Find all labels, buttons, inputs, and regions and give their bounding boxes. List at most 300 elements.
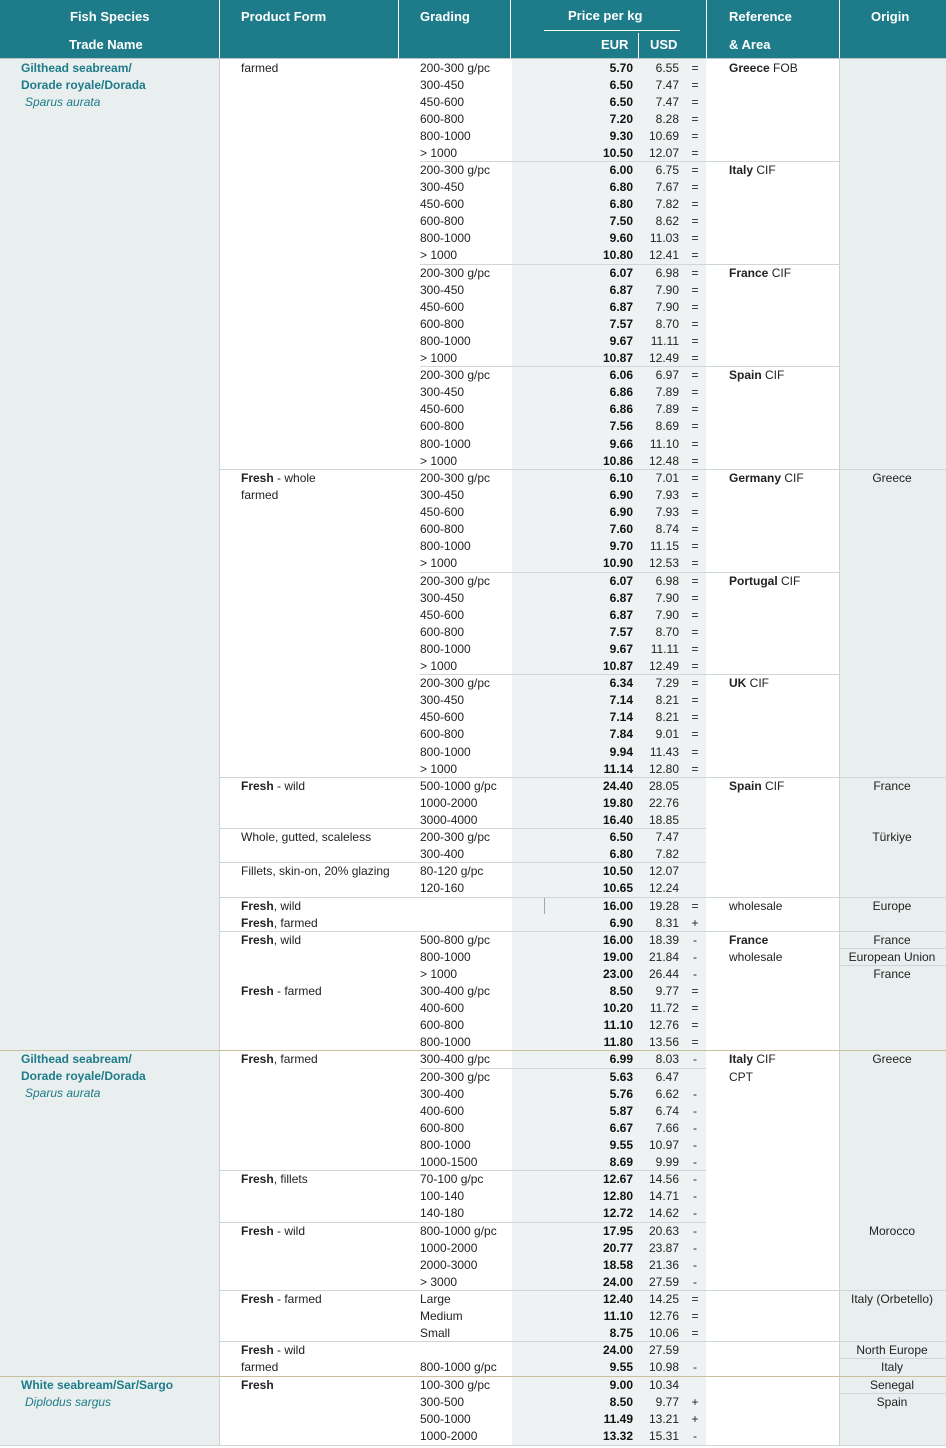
grading-cell: 800-1000 — [420, 1138, 471, 1152]
price-usd-cell: 11.15 — [649, 539, 679, 553]
trend-cell: = — [691, 625, 699, 639]
product-form-cell-text: , wild — [273, 933, 302, 947]
price-eur-cell: 24.00 — [602, 1275, 633, 1289]
price-eur-cell: 8.75 — [609, 1326, 633, 1340]
grading-cell: 600-800 — [420, 625, 465, 639]
grading-cell: 800-1000 — [420, 129, 471, 143]
price-usd-cell: 27.59 — [648, 1275, 679, 1289]
grading-cell: 70-100 g/pc — [420, 1172, 484, 1186]
grading-cell: 800-1000 — [420, 642, 471, 656]
price-usd-cell: 13.21 — [648, 1412, 679, 1426]
grading-cell: 200-300 g/pc — [420, 266, 491, 280]
price-usd-cell: 11.43 — [649, 745, 679, 759]
grading-cell: 1000-2000 — [420, 796, 478, 810]
origin-cell: France — [873, 933, 911, 947]
price-eur-cell: 11.14 — [603, 762, 633, 776]
species-scientific-name: Diplodus sargus — [25, 1395, 112, 1409]
grading-cell: 450-600 — [420, 402, 465, 416]
grading-cell: 600-800 — [420, 317, 465, 331]
row-separator — [0, 58, 946, 59]
reference-cell — [729, 265, 791, 281]
grading-cell: 600-800 — [420, 522, 465, 536]
price-usd-cell: 8.03 — [655, 1052, 679, 1066]
price-usd-cell: 11.10 — [649, 437, 679, 451]
price-usd-cell: 12.24 — [648, 881, 679, 895]
trend-cell: - — [693, 1138, 697, 1152]
product-form-cell-text: - wild — [273, 779, 306, 793]
trend-cell: = — [691, 368, 699, 382]
grading-cell: > 1000 — [420, 762, 458, 776]
price-eur-cell: 9.30 — [609, 129, 633, 143]
price-eur-cell: 6.87 — [609, 608, 633, 622]
reference-cell-bold: Spain — [729, 779, 762, 793]
grading-cell: 450-600 — [420, 95, 465, 109]
reference-cell — [729, 162, 776, 178]
price-usd-cell: 23.87 — [648, 1241, 679, 1255]
grading-cell: 800-1000 — [420, 1035, 471, 1049]
trend-cell: = — [691, 659, 699, 673]
price-eur-cell: 9.67 — [609, 642, 633, 656]
grading-cell: 200-300 g/pc — [420, 61, 491, 75]
price-eur-cell: 6.07 — [609, 574, 633, 588]
price-usd-cell: 10.98 — [648, 1360, 679, 1374]
price-usd-cell: 6.97 — [655, 368, 679, 382]
reference-cell-text: FOB — [769, 61, 798, 75]
grading-cell: 100-300 g/pc — [420, 1378, 491, 1392]
species-scientific-name: Sparus aurata — [25, 1086, 101, 1100]
price-eur-cell: 6.99 — [609, 1052, 633, 1066]
price-eur-cell: 10.65 — [602, 881, 633, 895]
price-eur-cell: 9.55 — [609, 1360, 633, 1374]
grading-cell: 450-600 — [420, 300, 465, 314]
trend-cell: - — [693, 1052, 697, 1066]
product-form-cell-text: Fillets, skin-on, 20% glazing — [241, 864, 390, 878]
trend-cell: - — [693, 1172, 697, 1186]
product-form-cell — [241, 829, 371, 845]
price-usd-cell: 8.21 — [655, 710, 679, 724]
price-eur-cell: 24.40 — [602, 779, 633, 793]
reference-cell-text: CIF — [746, 676, 770, 690]
trend-cell: = — [691, 317, 699, 331]
reference-cell-bold: UK — [729, 676, 747, 690]
grading-cell: 200-300 g/pc — [420, 574, 491, 588]
price-usd-cell: 7.47 — [655, 830, 679, 844]
grading-cell: 800-1000 — [420, 950, 471, 964]
price-eur-cell: 24.00 — [602, 1343, 633, 1357]
product-form-cell-text: farmed — [241, 488, 279, 502]
grading-cell: 200-300 g/pc — [420, 676, 491, 690]
product-form-cell — [241, 778, 305, 794]
price-eur-cell: 6.07 — [609, 266, 633, 280]
reference-cell-bold: Germany — [729, 471, 782, 485]
trend-cell: = — [691, 163, 699, 177]
grading-cell: 300-450 — [420, 283, 465, 297]
price-usd-cell: 7.67 — [655, 180, 679, 194]
product-form-cell-text: , farmed — [273, 1052, 318, 1066]
price-eur-cell: 6.00 — [609, 163, 633, 177]
price-eur-cell: 12.67 — [602, 1172, 633, 1186]
grading-cell: 400-600 — [420, 1104, 465, 1118]
price-eur-cell: 10.50 — [602, 146, 633, 160]
price-eur-cell: 10.20 — [602, 1001, 633, 1015]
header-grading: Grading — [420, 9, 470, 24]
reference-cell-text: CIF — [777, 574, 801, 588]
reference-cell-text: CIF — [761, 368, 785, 382]
product-form-cell — [241, 863, 390, 879]
price-usd-cell: 22.76 — [648, 796, 679, 810]
trend-cell: = — [691, 727, 699, 741]
reference-cell-bold: Greece — [729, 61, 770, 75]
grading-cell: 300-450 — [420, 591, 465, 605]
price-usd-cell: 8.69 — [655, 419, 679, 433]
trend-cell: - — [693, 950, 697, 964]
price-usd-cell: 7.89 — [655, 402, 679, 416]
trend-cell: = — [691, 95, 699, 109]
price-usd-cell: 12.41 — [648, 248, 679, 262]
price-usd-cell: 11.03 — [649, 231, 679, 245]
price-eur-cell: 6.10 — [609, 471, 633, 485]
trend-cell: = — [691, 574, 699, 588]
price-eur-cell: 9.55 — [609, 1138, 633, 1152]
grading-cell: 200-300 g/pc — [420, 1070, 491, 1084]
product-form-cell — [241, 932, 301, 948]
row-separator — [0, 1445, 946, 1446]
grading-cell: 80-120 g/pc — [420, 864, 484, 878]
reference-cell-bold: Italy — [729, 1052, 754, 1066]
price-usd-cell: 21.84 — [648, 950, 679, 964]
trend-cell: = — [691, 419, 699, 433]
trend-cell: + — [691, 1395, 699, 1409]
price-eur-cell: 19.00 — [602, 950, 633, 964]
price-usd-cell: 20.63 — [648, 1224, 679, 1238]
trend-cell: = — [691, 984, 699, 998]
product-form-cell-text: Whole, gutted, scaleless — [241, 830, 372, 844]
trend-cell: - — [693, 1241, 697, 1255]
grading-cell: > 3000 — [420, 1275, 458, 1289]
price-eur-cell: 6.87 — [609, 283, 633, 297]
price-eur-cell: 8.50 — [609, 984, 633, 998]
grading-cell: > 1000 — [420, 659, 458, 673]
grading-cell: 450-600 — [420, 608, 465, 622]
trend-cell: + — [691, 916, 699, 930]
species-trade-name: Gilthead seabream/ — [21, 1052, 132, 1066]
trend-cell: = — [691, 112, 699, 126]
reference-cell — [729, 778, 784, 794]
price-usd-cell: 6.47 — [655, 1070, 679, 1084]
product-form-cell-text: - wild — [273, 1343, 306, 1357]
price-eur-cell: 5.87 — [609, 1104, 633, 1118]
price-usd-cell: 10.69 — [648, 129, 679, 143]
grading-cell: 300-450 — [420, 488, 465, 502]
origin-cell: Greece — [872, 1052, 912, 1066]
grading-cell: 300-450 — [420, 78, 465, 92]
price-eur-cell: 16.40 — [602, 813, 633, 827]
grading-cell: 300-500 — [420, 1395, 465, 1409]
product-form-cell-text: - whole — [273, 471, 316, 485]
product-form-cell-bold: Fresh — [241, 916, 274, 930]
grading-cell: 600-800 — [420, 1018, 465, 1032]
price-usd-cell: 8.70 — [655, 317, 679, 331]
trend-cell: = — [691, 505, 699, 519]
price-eur-cell: 7.20 — [609, 112, 633, 126]
product-form-cell — [241, 487, 278, 503]
grading-cell: > 1000 — [420, 351, 458, 365]
price-eur-cell: 10.90 — [602, 556, 633, 570]
trend-cell: = — [691, 78, 699, 92]
origin-cell: France — [873, 967, 911, 981]
grading-cell: 300-450 — [420, 385, 465, 399]
price-usd-cell: 7.90 — [655, 283, 679, 297]
trend-cell: - — [693, 1121, 697, 1135]
price-eur-cell: 12.72 — [602, 1206, 633, 1220]
origin-cell: France — [873, 779, 911, 793]
price-eur-cell: 10.87 — [602, 659, 633, 673]
price-eur-cell: 6.86 — [609, 402, 633, 416]
grading-cell: 300-450 — [420, 180, 465, 194]
trend-cell: - — [693, 1224, 697, 1238]
grading-cell: 300-400 g/pc — [420, 984, 491, 998]
trend-cell: = — [691, 454, 699, 468]
product-form-cell-bold: Fresh — [241, 933, 274, 947]
product-form-cell — [241, 1051, 318, 1067]
reference-cell-text: CIF — [781, 471, 804, 485]
trend-cell: = — [691, 351, 699, 365]
reference-cell-bold: France — [729, 266, 769, 280]
price-usd-cell: 7.93 — [655, 505, 679, 519]
price-eur-cell: 10.80 — [602, 248, 633, 262]
product-form-cell-text: , fillets — [273, 1172, 308, 1186]
trend-cell: = — [691, 1309, 699, 1323]
grading-cell: 800-1000 g/pc — [420, 1224, 497, 1238]
trend-cell: - — [693, 1360, 697, 1374]
reference-cell — [729, 60, 798, 76]
trend-cell: - — [693, 933, 697, 947]
product-form-cell — [241, 915, 318, 931]
reference-cell — [729, 470, 804, 486]
price-usd-cell: 7.47 — [655, 95, 679, 109]
product-form-cell-bold: Fresh — [241, 899, 274, 913]
price-eur-cell: 6.50 — [609, 95, 633, 109]
product-form-cell-text: - wild — [273, 1224, 306, 1238]
price-eur-cell: 6.90 — [609, 505, 633, 519]
trend-cell: = — [691, 197, 699, 211]
reference-cell — [729, 1051, 776, 1067]
product-form-cell-bold: Fresh — [241, 779, 274, 793]
price-usd-cell: 12.76 — [648, 1018, 679, 1032]
trend-cell: = — [691, 1326, 699, 1340]
price-usd-cell: 9.77 — [655, 984, 679, 998]
product-form-cell — [241, 983, 322, 999]
grading-cell: 450-600 — [420, 710, 465, 724]
reference-cell — [729, 675, 769, 691]
price-usd-cell: 7.93 — [655, 488, 679, 502]
price-usd-cell: 12.48 — [648, 454, 679, 468]
trend-cell: = — [691, 402, 699, 416]
price-usd-cell: 10.06 — [648, 1326, 679, 1340]
reference-cell-text: CIF — [761, 779, 785, 793]
grading-cell: 800-1000 — [420, 539, 471, 553]
price-usd-cell: 6.74 — [655, 1104, 679, 1118]
product-form-cell — [241, 1359, 278, 1375]
price-eur-cell: 10.86 — [602, 454, 633, 468]
price-eur-cell: 17.95 — [602, 1224, 633, 1238]
product-form-cell-bold: Fresh — [241, 1292, 274, 1306]
trend-cell: = — [691, 1292, 699, 1306]
grading-cell: 500-800 g/pc — [420, 933, 491, 947]
price-eur-cell: 7.57 — [609, 317, 633, 331]
product-form-cell-bold: Fresh — [241, 1343, 274, 1357]
price-usd-cell: 8.21 — [655, 693, 679, 707]
grading-cell: Large — [420, 1292, 451, 1306]
price-usd-cell: 6.75 — [655, 163, 679, 177]
price-eur-cell: 6.50 — [609, 830, 633, 844]
price-eur-cell: 9.00 — [609, 1378, 633, 1392]
reference-cell — [729, 573, 800, 589]
price-eur-cell: 9.70 — [609, 539, 633, 553]
trend-cell: = — [691, 710, 699, 724]
price-eur-cell: 10.50 — [602, 864, 633, 878]
grading-cell: 400-600 — [420, 1001, 465, 1015]
price-usd-cell: 10.34 — [648, 1378, 679, 1392]
product-form-cell-text: - farmed — [273, 984, 322, 998]
price-eur-cell: 7.14 — [609, 710, 633, 724]
grading-cell: 200-300 g/pc — [420, 471, 491, 485]
species-trade-name: Dorade royale/Dorada — [21, 1069, 146, 1083]
price-eur-cell: 6.06 — [609, 368, 633, 382]
trend-cell: = — [691, 522, 699, 536]
price-eur-cell: 7.56 — [609, 419, 633, 433]
product-form-cell-text: farmed — [241, 61, 279, 75]
reference-cell — [729, 367, 784, 383]
price-usd-cell: 11.11 — [650, 642, 679, 656]
price-usd-cell: 19.28 — [648, 899, 679, 913]
product-form-cell — [241, 1223, 305, 1239]
product-form-cell — [241, 470, 316, 486]
price-eur-cell: 5.63 — [609, 1070, 633, 1084]
header-origin: Origin — [871, 9, 910, 24]
price-usd-cell: 9.99 — [655, 1155, 679, 1169]
price-eur-cell: 6.67 — [609, 1121, 633, 1135]
price-usd-cell: 10.97 — [648, 1138, 679, 1152]
trend-cell: = — [691, 762, 699, 776]
grading-cell: Small — [420, 1326, 451, 1340]
grading-cell: 200-300 g/pc — [420, 368, 491, 382]
origin-cell: Europe — [872, 899, 912, 913]
trend-cell: - — [693, 1275, 697, 1289]
header-reference: Reference — [729, 9, 792, 24]
header-price-per-kg: Price per kg — [568, 8, 643, 23]
trend-cell: = — [691, 1035, 699, 1049]
grading-cell: 600-800 — [420, 727, 465, 741]
price-eur-cell: 7.84 — [609, 727, 633, 741]
price-eur-cell: 11.10 — [603, 1018, 633, 1032]
price-eur-cell: 6.87 — [609, 300, 633, 314]
price-eur-cell: 6.90 — [609, 916, 633, 930]
reference-cell-bold: Portugal — [729, 574, 778, 588]
grading-cell: Medium — [420, 1309, 463, 1323]
header-product-form: Product Form — [241, 9, 327, 24]
trend-cell: = — [691, 693, 699, 707]
trend-cell: - — [693, 967, 697, 981]
origin-cell: Italy (Orbetello) — [850, 1292, 934, 1306]
reference-cell-bold: Spain — [729, 368, 762, 382]
price-usd-cell: 28.05 — [648, 779, 679, 793]
trend-cell: = — [691, 899, 699, 913]
trend-cell: = — [691, 539, 699, 553]
price-usd-cell: 14.56 — [648, 1172, 679, 1186]
product-form-cell-bold: Fresh — [241, 1378, 274, 1392]
price-usd-cell: 7.90 — [655, 300, 679, 314]
reference-cell — [729, 949, 782, 965]
price-eur-cell: 6.90 — [609, 488, 633, 502]
price-eur-cell: 9.60 — [609, 231, 633, 245]
product-form-cell — [241, 898, 301, 914]
origin-cell: Spain — [876, 1395, 908, 1409]
trend-cell: = — [691, 1018, 699, 1032]
price-usd-cell: 11.72 — [649, 1001, 679, 1015]
product-form-cell-bold: Fresh — [241, 471, 274, 485]
price-usd-cell: 13.56 — [648, 1035, 679, 1049]
trend-cell: - — [693, 1258, 697, 1272]
grading-cell: 3000-4000 — [420, 813, 478, 827]
product-form-cell-bold: Fresh — [241, 1172, 274, 1186]
trend-cell: = — [691, 488, 699, 502]
price-usd-cell: 18.85 — [648, 813, 679, 827]
product-form-cell-text: , farmed — [273, 916, 318, 930]
product-form-cell — [241, 1291, 322, 1307]
trend-cell: - — [693, 1155, 697, 1169]
trend-cell: = — [691, 300, 699, 314]
header-trade-name: Trade Name — [69, 37, 143, 52]
price-eur-cell: 6.80 — [609, 180, 633, 194]
product-form-cell — [241, 1377, 274, 1393]
grading-cell: 600-800 — [420, 214, 465, 228]
price-usd-cell: 15.31 — [648, 1429, 679, 1443]
trend-cell: - — [693, 1087, 697, 1101]
price-eur-cell: 11.80 — [603, 1035, 633, 1049]
price-eur-cell: 7.60 — [609, 522, 633, 536]
grading-cell: 1000-2000 — [420, 1429, 478, 1443]
reference-cell-text: wholesale — [729, 950, 783, 964]
trend-cell: - — [693, 1104, 697, 1118]
price-usd-cell: 6.62 — [655, 1087, 679, 1101]
trend-cell: = — [691, 556, 699, 570]
grading-cell: 450-600 — [420, 197, 465, 211]
price-usd-cell: 7.66 — [655, 1121, 679, 1135]
price-usd-cell: 12.07 — [648, 146, 679, 160]
price-usd-cell: 11.11 — [650, 334, 679, 348]
price-usd-cell: 12.76 — [648, 1309, 679, 1323]
trend-cell: = — [691, 146, 699, 160]
product-form-cell — [241, 1342, 305, 1358]
price-usd-cell: 8.62 — [655, 214, 679, 228]
product-form-cell-bold: Fresh — [241, 1224, 274, 1238]
price-usd-cell: 14.25 — [648, 1292, 679, 1306]
reference-cell-text: CIF — [753, 163, 776, 177]
trend-cell: = — [691, 214, 699, 228]
grading-cell: 200-300 g/pc — [420, 163, 491, 177]
grading-cell: 100-140 — [420, 1189, 465, 1203]
product-form-cell — [241, 1171, 308, 1187]
grading-cell: > 1000 — [420, 967, 458, 981]
grading-cell: 200-300 g/pc — [420, 830, 491, 844]
grading-cell: 800-1000 — [420, 231, 471, 245]
price-usd-cell: 7.82 — [655, 847, 679, 861]
price-usd-cell: 14.62 — [648, 1206, 679, 1220]
trend-cell: = — [691, 231, 699, 245]
grading-cell: 600-800 — [420, 1121, 465, 1135]
trend-cell: = — [691, 180, 699, 194]
